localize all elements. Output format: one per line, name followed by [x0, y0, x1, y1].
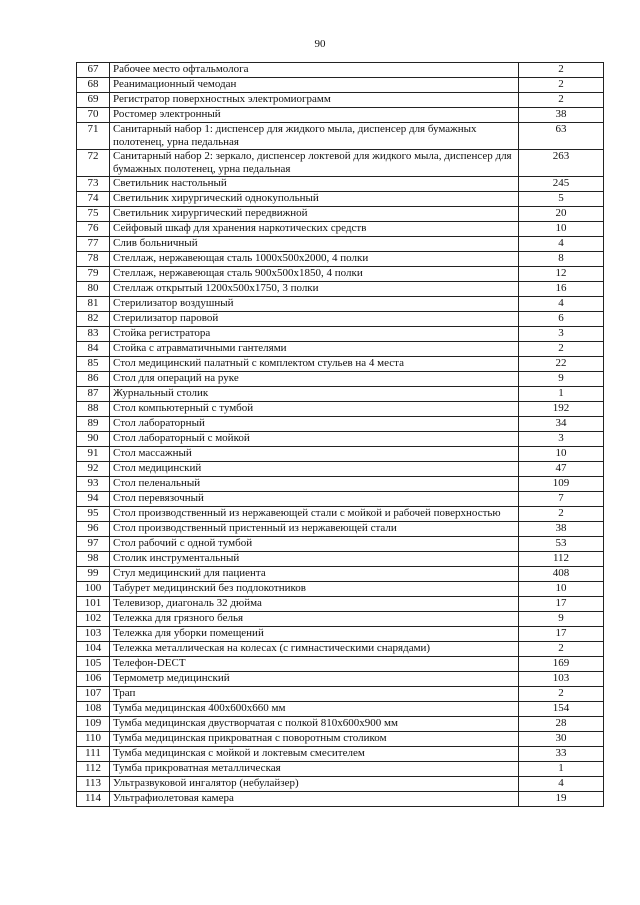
item-quantity: 19: [519, 792, 604, 807]
item-quantity: 22: [519, 357, 604, 372]
item-name: Тумба прикроватная металлическая: [110, 762, 519, 777]
row-number: 96: [77, 522, 110, 537]
item-name: Тележка металлическая на колесах (с гимнастическими снарядами): [110, 642, 519, 657]
item-quantity: 9: [519, 612, 604, 627]
row-number: 72: [77, 150, 110, 177]
item-quantity: 38: [519, 522, 604, 537]
item-name: Стол медицинский палатный с комплектом стульев на 4 места: [110, 357, 519, 372]
item-quantity: 4: [519, 777, 604, 792]
item-name: Столик инструментальный: [110, 552, 519, 567]
row-number: 69: [77, 93, 110, 108]
row-number: 90: [77, 432, 110, 447]
item-quantity: 4: [519, 237, 604, 252]
table-row: [77, 357, 604, 372]
item-name: Стол рабочий с одной тумбой: [110, 537, 519, 552]
item-name: Стеллаж, нержавеющая сталь 900х500х1850, 4 полки: [110, 267, 519, 282]
row-number: 68: [77, 78, 110, 93]
table-row: [77, 327, 604, 342]
item-name: Тумба медицинская с мойкой и локтевым смесителем: [110, 747, 519, 762]
item-quantity: 53: [519, 537, 604, 552]
table-row: [77, 657, 604, 672]
table-row: [77, 237, 604, 252]
table-row: [77, 747, 604, 762]
equipment-table-body: [77, 63, 604, 807]
item-quantity: 103: [519, 672, 604, 687]
item-name: Журнальный столик: [110, 387, 519, 402]
row-number: 105: [77, 657, 110, 672]
item-name: Термометр медицинский: [110, 672, 519, 687]
item-quantity: 154: [519, 702, 604, 717]
row-number: 94: [77, 492, 110, 507]
row-number: 111: [77, 747, 110, 762]
row-number: 93: [77, 477, 110, 492]
table-row: [77, 123, 604, 150]
item-name: Телевизор, диагональ 32 дюйма: [110, 597, 519, 612]
item-quantity: 192: [519, 402, 604, 417]
item-name: Стол для операций на руке: [110, 372, 519, 387]
item-quantity: 38: [519, 108, 604, 123]
table-row: [77, 537, 604, 552]
table-row: [77, 552, 604, 567]
item-name: Стеллаж открытый 1200х500х1750, 3 полки: [110, 282, 519, 297]
row-number: 84: [77, 342, 110, 357]
row-number: 91: [77, 447, 110, 462]
item-quantity: 10: [519, 447, 604, 462]
item-quantity: 28: [519, 717, 604, 732]
row-number: 77: [77, 237, 110, 252]
item-name: Тумба медицинская прикроватная с поворотным столиком: [110, 732, 519, 747]
item-quantity: 10: [519, 222, 604, 237]
table-row: [77, 702, 604, 717]
item-quantity: 109: [519, 477, 604, 492]
item-name: Тележка для уборки помещений: [110, 627, 519, 642]
item-name: Стул медицинский для пациента: [110, 567, 519, 582]
item-name: Стойка с атравматичными гантелями: [110, 342, 519, 357]
table-row: [77, 522, 604, 537]
item-name: Санитарный набор 2: зеркало, диспенсер локтевой для жидкого мыла, диспенсер для бумажных полотенец, урна педальная: [110, 150, 519, 177]
table-row: [77, 342, 604, 357]
table-row: [77, 612, 604, 627]
item-quantity: 1: [519, 762, 604, 777]
page-number: 90: [314, 38, 326, 50]
table-row: [77, 402, 604, 417]
item-name: Реанимационный чемодан: [110, 78, 519, 93]
row-number: 86: [77, 372, 110, 387]
table-row: [77, 63, 604, 78]
row-number: 83: [77, 327, 110, 342]
table-row: [77, 150, 604, 177]
row-number: 73: [77, 177, 110, 192]
item-name: Стол компьютерный с тумбой: [110, 402, 519, 417]
item-quantity: 2: [519, 507, 604, 522]
item-name: Светильник хирургический однокупольный: [110, 192, 519, 207]
item-quantity: 245: [519, 177, 604, 192]
row-number: 88: [77, 402, 110, 417]
item-name: Светильник хирургический передвижной: [110, 207, 519, 222]
item-quantity: 2: [519, 63, 604, 78]
row-number: 103: [77, 627, 110, 642]
row-number: 100: [77, 582, 110, 597]
item-quantity: 169: [519, 657, 604, 672]
item-name: Стол пеленальный: [110, 477, 519, 492]
item-quantity: 47: [519, 462, 604, 477]
item-quantity: 8: [519, 252, 604, 267]
table-row: [77, 447, 604, 462]
item-name: Ростомер электронный: [110, 108, 519, 123]
item-quantity: 112: [519, 552, 604, 567]
item-name: Сейфовый шкаф для хранения наркотических средств: [110, 222, 519, 237]
table-row: [77, 432, 604, 447]
row-number: 81: [77, 297, 110, 312]
item-quantity: 63: [519, 123, 604, 150]
table-row: [77, 372, 604, 387]
table-row: [77, 642, 604, 657]
item-name: Тележка для грязного белья: [110, 612, 519, 627]
item-name: Светильник настольный: [110, 177, 519, 192]
row-number: 74: [77, 192, 110, 207]
table-row: [77, 78, 604, 93]
item-name: Регистратор поверхностных электромиограмм: [110, 93, 519, 108]
table-row: [77, 732, 604, 747]
item-quantity: 1: [519, 387, 604, 402]
row-number: 113: [77, 777, 110, 792]
item-quantity: 263: [519, 150, 604, 177]
item-quantity: 5: [519, 192, 604, 207]
item-name: Стол лабораторный с мойкой: [110, 432, 519, 447]
table-row: [77, 717, 604, 732]
row-number: 92: [77, 462, 110, 477]
row-number: 97: [77, 537, 110, 552]
row-number: 95: [77, 507, 110, 522]
row-number: 98: [77, 552, 110, 567]
table-row: [77, 282, 604, 297]
item-quantity: 408: [519, 567, 604, 582]
row-number: 99: [77, 567, 110, 582]
item-quantity: 16: [519, 282, 604, 297]
row-number: 109: [77, 717, 110, 732]
table-row: [77, 492, 604, 507]
item-name: Стойка регистратора: [110, 327, 519, 342]
row-number: 106: [77, 672, 110, 687]
table-row: [77, 507, 604, 522]
item-quantity: 2: [519, 93, 604, 108]
item-name: Слив больничный: [110, 237, 519, 252]
item-name: Рабочее место офтальмолога: [110, 63, 519, 78]
item-name: Стол производственный пристенный из нержавеющей стали: [110, 522, 519, 537]
table-row: [77, 177, 604, 192]
table-row: [77, 462, 604, 477]
table-row: [77, 762, 604, 777]
table-row: [77, 297, 604, 312]
table-row: [77, 627, 604, 642]
item-name: Телефон-DECT: [110, 657, 519, 672]
item-quantity: 2: [519, 342, 604, 357]
row-number: 75: [77, 207, 110, 222]
row-number: 114: [77, 792, 110, 807]
row-number: 80: [77, 282, 110, 297]
item-quantity: 3: [519, 327, 604, 342]
table-row: [77, 687, 604, 702]
table-row: [77, 672, 604, 687]
item-name: Стерилизатор воздушный: [110, 297, 519, 312]
item-name: Стол медицинский: [110, 462, 519, 477]
item-quantity: 17: [519, 597, 604, 612]
item-quantity: 20: [519, 207, 604, 222]
table-row: [77, 108, 604, 123]
item-quantity: 6: [519, 312, 604, 327]
table-row: [77, 222, 604, 237]
item-name: Стол перевязочный: [110, 492, 519, 507]
item-quantity: 33: [519, 747, 604, 762]
row-number: 104: [77, 642, 110, 657]
item-quantity: 2: [519, 687, 604, 702]
row-number: 70: [77, 108, 110, 123]
item-name: Стол лабораторный: [110, 417, 519, 432]
row-number: 78: [77, 252, 110, 267]
row-number: 79: [77, 267, 110, 282]
item-name: Тумба медицинская двустворчатая с полкой 810х600х900 мм: [110, 717, 519, 732]
row-number: 67: [77, 63, 110, 78]
row-number: 76: [77, 222, 110, 237]
table-row: [77, 252, 604, 267]
item-name: Стеллаж, нержавеющая сталь 1000х500х2000, 4 полки: [110, 252, 519, 267]
row-number: 102: [77, 612, 110, 627]
item-name: Тумба медицинская 400х600х660 мм: [110, 702, 519, 717]
item-quantity: 2: [519, 642, 604, 657]
table-row: [77, 192, 604, 207]
table-row: [77, 567, 604, 582]
table-row: [77, 387, 604, 402]
row-number: 82: [77, 312, 110, 327]
item-quantity: 30: [519, 732, 604, 747]
item-quantity: 2: [519, 78, 604, 93]
item-name: Стерилизатор паровой: [110, 312, 519, 327]
row-number: 112: [77, 762, 110, 777]
table-row: [77, 792, 604, 807]
row-number: 71: [77, 123, 110, 150]
item-quantity: 9: [519, 372, 604, 387]
table-row: [77, 93, 604, 108]
item-quantity: 10: [519, 582, 604, 597]
table-row: [77, 777, 604, 792]
table-row: [77, 267, 604, 282]
row-number: 110: [77, 732, 110, 747]
item-quantity: 4: [519, 297, 604, 312]
table-row: [77, 597, 604, 612]
item-quantity: 3: [519, 432, 604, 447]
row-number: 107: [77, 687, 110, 702]
equipment-table: [76, 62, 604, 807]
item-name: Стол производственный из нержавеющей стали с мойкой и рабочей поверхностью: [110, 507, 519, 522]
item-name: Табурет медицинский без подлокотников: [110, 582, 519, 597]
row-number: 108: [77, 702, 110, 717]
table-row: [77, 207, 604, 222]
row-number: 101: [77, 597, 110, 612]
table-row: [77, 582, 604, 597]
row-number: 87: [77, 387, 110, 402]
item-quantity: 12: [519, 267, 604, 282]
item-quantity: 7: [519, 492, 604, 507]
item-name: Ультрафиолетовая камера: [110, 792, 519, 807]
row-number: 85: [77, 357, 110, 372]
item-quantity: 34: [519, 417, 604, 432]
item-name: Ультразвуковой ингалятор (небулайзер): [110, 777, 519, 792]
table-row: [77, 312, 604, 327]
item-quantity: 17: [519, 627, 604, 642]
item-name: Санитарный набор 1: диспенсер для жидкого мыла, диспенсер для бумажных полотенец, урна педальная: [110, 123, 519, 150]
table-row: [77, 417, 604, 432]
row-number: 89: [77, 417, 110, 432]
table-row: [77, 477, 604, 492]
item-name: Стол массажный: [110, 447, 519, 462]
item-name: Трап: [110, 687, 519, 702]
